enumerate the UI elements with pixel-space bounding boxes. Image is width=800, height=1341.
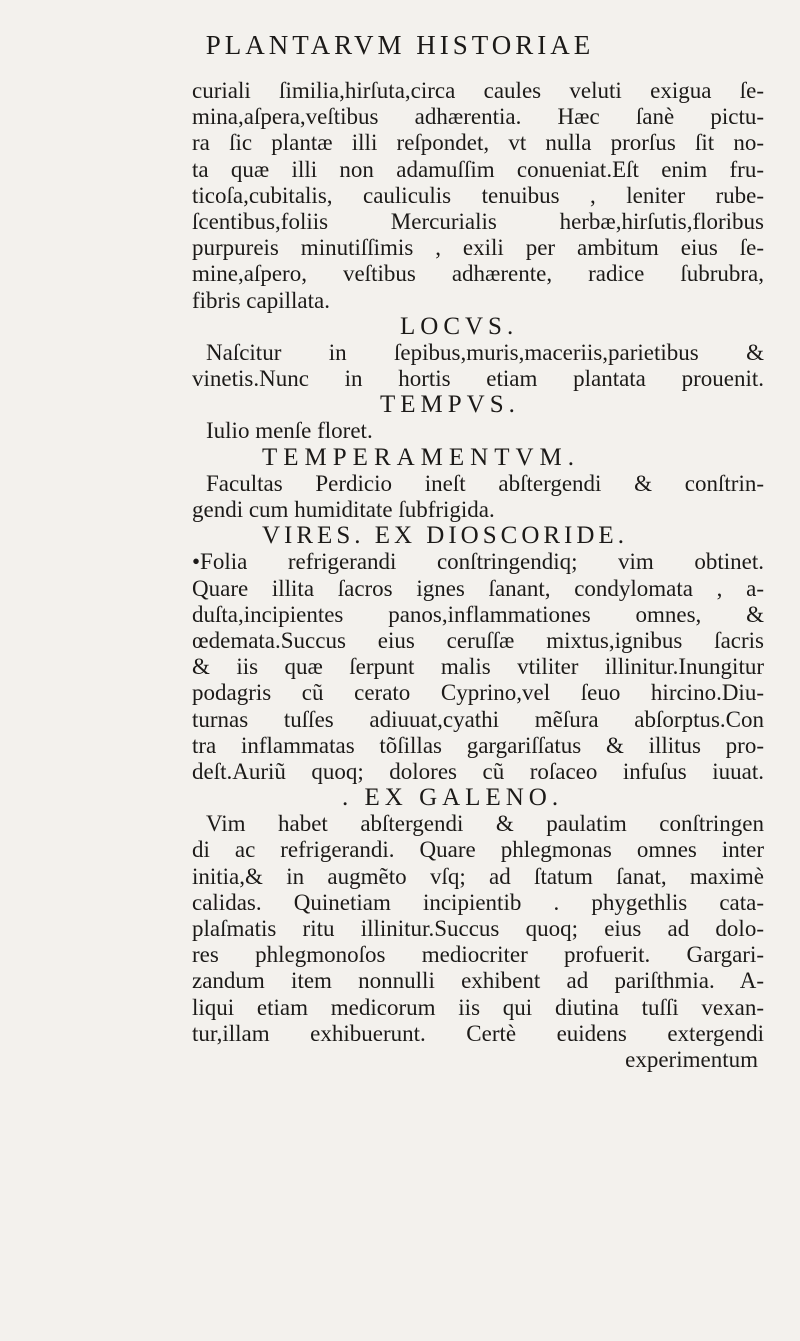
text-line: mina,aſpera,veſtibus adhærentia. Hæc ſanè pictu-: [192, 104, 764, 130]
text-line: ticoſa,cubitalis, cauliculis tenuibus , leniter rube-: [192, 182, 764, 208]
text-line: podagris cũ cerato Cyprino,vel ſeuo hircino.Diu-: [192, 680, 764, 706]
text-line: zandum item nonnulli exhibent ad pariſthmia. A-: [192, 968, 764, 994]
text-line: ta quæ illi non adamuſſim conueniat.Eſt enim fru-: [192, 156, 764, 182]
text-line: duſta,incipientes panos,inflammationes omnes, &: [192, 601, 764, 627]
running-head: PLANTARVM HISTORIAE: [205, 30, 595, 60]
text-line: Quare illita ſacros ignes ſanant, condylomata , a-: [192, 575, 764, 601]
section-heading: TEMPERAMENTVM.: [262, 443, 581, 471]
text-line: curiali ſimilia,hirſuta,circa caules veluti exigua ſe-: [192, 78, 764, 103]
section-heading: VIRES. EX DIOSCORIDE.: [262, 522, 628, 550]
text-line: vinetis.Nunc in hortis etiam plantata prouenit.: [192, 366, 764, 392]
text-line: experimentum: [625, 1046, 758, 1072]
text-line: Iulio menſe floret.: [206, 418, 373, 444]
section-heading: . EX GALENO.: [342, 784, 564, 812]
section-heading: LOCVS.: [400, 312, 519, 340]
text-line: tra inflammatas tõſillas gargariſſatus & illitus pro-: [192, 732, 764, 758]
text-line: mine,aſpero, veſtibus adhærente, radice ſubrubra,: [192, 261, 764, 287]
text-line: ra ſic plantæ illi reſpondet, vt nulla prorſus ſit no-: [192, 130, 764, 156]
text-line: turnas tuſſes adiuuat,cyathi mẽſura abſorptus.Con: [192, 706, 764, 732]
body-text: [192, 78, 764, 1073]
text-line: ſcentibus,foliis Mercurialis herbæ,hirſutis,floribus: [192, 208, 764, 234]
text-line: tur,illam exhibuerunt. Certè euidens extergendi: [192, 1020, 764, 1046]
text-line: •Folia refrigerandi conſtringendiq; vim obtinet.: [192, 549, 764, 575]
text-line: Naſcitur in ſepibus,muris,maceriis,parietibus &: [206, 339, 764, 365]
text-line: purpureis minutiſſimis , exili per ambitum eius ſe-: [192, 235, 764, 261]
text-line: Facultas Perdicio ineſt abſtergendi & conſtrin-: [206, 470, 764, 496]
text-line: liqui etiam medicorum iis qui diutina tuſſi vexan-: [192, 994, 764, 1020]
text-line: Vim habet abſtergendi & paulatim conſtringen: [206, 811, 764, 837]
text-line: initia,& in augmẽto vſq; ad ſtatum ſanat, maximè: [192, 863, 764, 889]
text-line: calidas. Quinetiam incipientib . phygethlis cata-: [192, 889, 764, 915]
text-line: di ac refrigerandi. Quare phlegmonas omnes inter: [192, 837, 764, 863]
text-line: œdemata.Succus eius ceruſſæ mixtus,ignibus ſacris: [192, 627, 764, 653]
text-line: fibris capillata.: [192, 287, 330, 313]
text-line: res phlegmonoſos mediocriter profuerit. Gargari-: [192, 942, 764, 968]
text-line: gendi cum humiditate ſubfrigida.: [192, 497, 495, 522]
text-line: deſt.Auriũ quoq; dolores cũ roſaceo infuſus iuuat.: [192, 758, 764, 784]
section-heading: TEMPVS.: [380, 391, 520, 419]
text-line: & iis quæ ſerpunt malis vtiliter illinitur.Inungitur: [192, 654, 764, 680]
text-line: plaſmatis ritu illinitur.Succus quoq; eius ad dolo-: [192, 916, 764, 941]
